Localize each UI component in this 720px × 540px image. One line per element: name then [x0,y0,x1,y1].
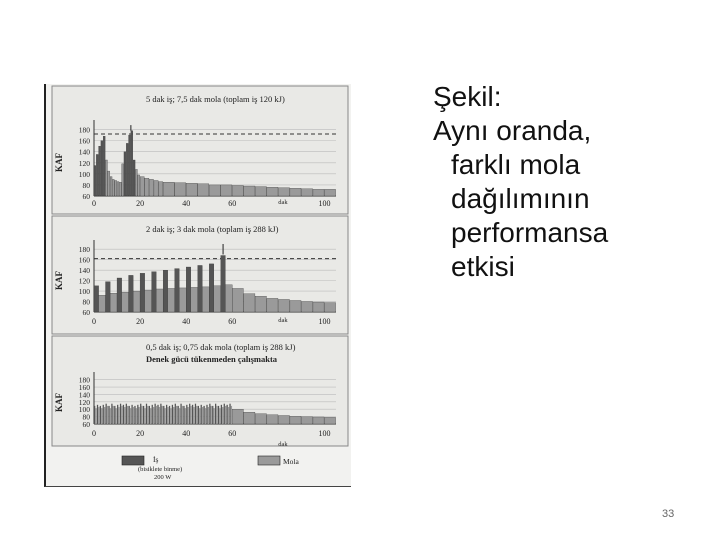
x-tick-label: 60 [228,317,237,326]
hr-bar-rest [179,288,186,312]
hr-bar-rest [211,406,212,424]
x-axis-unit: dak [278,199,288,206]
hr-bar-rest [216,406,217,424]
hr-bar-recovery [301,302,312,312]
hr-bar-work [224,404,225,424]
legend-rest-label: Mola [283,457,299,466]
hr-bar-recovery [232,409,243,424]
hr-bar-work [97,405,98,424]
hr-bar-work [198,265,203,312]
hr-bar-work [163,406,164,424]
x-tick-label: 60 [228,199,237,208]
hr-bar-rest [162,406,163,424]
hr-bar-recovery [278,299,289,312]
x-tick-label: 100 [318,317,331,326]
figure-svg [46,84,351,486]
chart-title-1: 5 dak iş; 7,5 dak mola (toplam iş 120 kJ) [146,94,285,104]
hr-bar-work [206,405,207,424]
hr-bar-work [218,406,219,424]
y-tick-label: 120 [78,158,90,168]
caption-line-5: performansa [451,217,609,248]
y-tick-label: 60 [82,308,90,317]
hr-bar-rest [202,287,209,312]
hr-bar-rest [164,408,165,424]
hr-bar [140,177,144,196]
hr-bar [110,177,112,196]
hr-bar-rest [122,292,129,312]
hr-bar [198,184,209,196]
hr-bar-rest [176,406,177,424]
hr-bar-recovery [267,298,278,312]
y-tick-label: 60 [82,192,90,201]
hr-bar-rest [168,288,175,312]
hr-bar-work [117,278,122,312]
y-tick-label: 120 [78,397,90,407]
hr-bar-rest [110,408,111,424]
x-tick-label: 0 [92,317,96,326]
y-tick-label: 160 [78,255,90,265]
hr-bar-work [146,404,147,424]
hr-bar [209,185,220,196]
hr-bar-work [106,282,111,312]
caption-line-4: dağılımının [451,183,590,214]
hr-bar [313,189,324,196]
hr-bar-work [221,256,226,312]
hr-bar-rest [214,286,221,312]
hr-bar-rest [219,408,220,424]
hr-bar [106,160,108,196]
hr-bar-work [131,405,132,424]
hr-bar-recovery [244,294,255,312]
hr-bar [99,146,101,196]
hr-bar-rest [144,408,145,424]
hr-bar-work [227,405,228,424]
hr-bar-work [209,264,214,312]
hr-bar-work [152,405,153,424]
hr-bar-work [163,270,168,312]
hr-bar-work [172,405,173,424]
hr-bar-work [192,405,193,424]
hr-bar-work [195,404,196,424]
hr-bar-work [157,405,158,424]
hr-bar [324,189,335,196]
legend-rest-swatch [258,456,280,465]
hr-bar [115,180,117,196]
hr-bar [145,178,149,196]
hr-bar-rest [222,407,223,424]
y-tick-label: 100 [78,169,90,179]
hr-bar [186,183,197,196]
x-tick-label: 20 [136,199,145,208]
hr-bar-rest [191,287,198,312]
hr-bar-rest [107,406,108,424]
hr-bar-rest [95,408,96,424]
figure-image [44,84,351,487]
hr-bar-rest [133,407,134,424]
hr-bar-rest [153,407,154,424]
hr-bar-work [123,405,124,424]
hr-bar-recovery [313,417,324,424]
caption-line-3: farklı mola [451,149,581,180]
chart-subtitle-3: Denek gücü tükenmeden çalışmakta [146,354,278,364]
hr-bar-work [155,404,156,424]
chart-title-3: 0,5 dak iş; 0,75 dak mola (toplam iş 288 kJ) [146,342,296,352]
hr-bar [94,166,96,196]
hr-bar-work [160,404,161,424]
hr-bar-work [129,406,130,424]
hr-bar-recovery [255,296,266,312]
hr-bar [124,152,126,196]
caption-line-6: etkisi [451,251,515,282]
hr-bar-work [175,404,176,424]
x-tick-label: 0 [92,199,96,208]
hr-bar-work [106,404,107,424]
hr-bar [232,185,243,196]
hr-bar-work [229,404,230,424]
hr-bar [159,182,163,196]
hr-bar [255,187,266,196]
hr-bar-rest [225,406,226,424]
hr-bar [135,169,137,196]
slide-caption [433,80,693,284]
chart-panel-3 [52,336,348,446]
hr-bar-rest [136,408,137,424]
hr-bar-work [94,406,95,424]
legend-work-sub-1: (bisiklete binme) [138,466,183,473]
hr-bar-work [129,275,134,312]
y-tick-label: 120 [78,276,90,286]
y-tick-label: 140 [78,390,90,400]
hr-bar [129,135,131,196]
hr-bar [175,183,186,196]
hr-bar-work [201,405,202,424]
hr-bar-recovery [278,416,289,424]
hr-bar-rest [199,408,200,424]
y-tick-label: 140 [78,147,90,157]
hr-bar-rest [118,407,119,424]
hr-bar [244,186,255,196]
hr-bar-work [183,406,184,424]
hr-bar-rest [98,407,99,424]
hr-bar-rest [159,407,160,424]
hr-bar-work [111,404,112,424]
hr-bar-rest [193,407,194,424]
hr-bar-rest [190,406,191,424]
x-axis-unit: dak [278,317,288,324]
legend-work-label: İş [153,455,159,464]
page-number: 33 [662,508,675,520]
hr-bar [301,189,312,196]
hr-bar [126,143,128,196]
hr-bar-recovery [290,416,301,424]
hr-bar [163,182,174,196]
chart-title-2: 2 dak iş; 3 dak mola (toplam iş 288 kJ) [146,224,279,234]
x-tick-label: 40 [182,317,191,326]
hr-bar-work [212,406,213,424]
hr-bar-rest [196,406,197,424]
hr-bar [278,188,289,196]
hr-bar-rest [208,407,209,424]
hr-bar [117,182,119,196]
hr-bar [122,164,124,196]
hr-bar-rest [182,406,183,424]
hr-bar [112,179,114,196]
hr-bar-work [175,269,180,312]
x-tick-label: 20 [136,429,145,438]
hr-bar-rest [99,295,106,312]
hr-bar-rest [228,407,229,424]
hr-bar-work [221,405,222,424]
legend-work-swatch [122,456,144,465]
hr-bar-work [120,404,121,424]
hr-bar-rest [213,408,214,424]
hr-bar [133,160,135,196]
hr-bar-rest [167,407,168,424]
hr-bar-rest [179,408,180,424]
hr-bar-work [186,267,191,312]
hr-bar-work [152,272,157,312]
x-tick-label: 20 [136,317,145,326]
hr-bar-rest [113,406,114,424]
hr-bar-rest [231,406,232,424]
y-tick-label: 80 [82,412,90,422]
hr-bar-rest [202,407,203,424]
y-tick-label: 80 [82,297,90,307]
y-tick-label: 100 [78,405,90,415]
y-tick-label: 160 [78,383,90,393]
y-tick-label: 100 [78,287,90,297]
hr-bar-work [117,405,118,424]
hr-bar-rest [156,289,163,312]
hr-bar-work [143,406,144,424]
hr-bar [103,136,105,196]
x-tick-label: 0 [92,429,96,438]
hr-bar-work [100,406,101,424]
hr-bar-work [203,406,204,424]
hr-bar-work [103,405,104,424]
hr-bar-rest [170,408,171,424]
hr-bar [149,179,153,196]
hr-bar-rest [185,408,186,424]
hr-bar [290,188,301,196]
caption-line-1: Şekil: [433,81,502,112]
legend-work-sub-2: 200 W [154,474,172,481]
hr-bar-work [178,406,179,424]
hr-bar-work [149,406,150,424]
y-tick-label: 180 [78,125,90,135]
hr-bar-recovery [232,288,243,312]
hr-bar-rest [147,406,148,424]
hr-bar-recovery [301,417,312,424]
hr-bar-rest [130,408,131,424]
x-axis-unit: dak [278,441,288,448]
hr-bar-work [180,404,181,424]
hr-bar-rest [205,408,206,424]
x-tick-label: 40 [182,429,191,438]
hr-bar-recovery [244,412,255,424]
hr-bar-rest [121,406,122,424]
hr-bar-recovery [267,415,278,424]
x-tick-label: 100 [318,429,331,438]
hr-bar-work [198,406,199,424]
hr-bar [119,182,121,196]
hr-bar-rest [127,406,128,424]
y-axis-label: KAF [54,271,64,290]
hr-bar [221,185,232,196]
hr-bar-work [186,405,187,424]
x-tick-label: 60 [228,429,237,438]
hr-bar-rest [156,406,157,424]
hr-bar-work [166,405,167,424]
hr-bar-recovery [313,302,324,312]
hr-bar-rest [101,408,102,424]
hr-bar-work [126,404,127,424]
hr-bar-work [137,405,138,424]
hr-bar-work [169,406,170,424]
y-tick-label: 160 [78,136,90,146]
hr-bar-rest [104,407,105,424]
hr-bar [131,131,133,196]
hr-bar-work [215,404,216,424]
hr-bar-rest [138,407,139,424]
y-tick-label: 80 [82,180,90,190]
y-axis-label: KAF [54,153,64,172]
hr-bar-rest [110,293,117,312]
hr-bar-work [189,404,190,424]
hr-bar [154,180,158,196]
x-tick-label: 40 [182,199,191,208]
hr-bar-rest [187,407,188,424]
hr-bar-work [94,286,99,312]
hr-bar-rest [133,291,140,312]
hr-bar-rest [225,285,232,312]
hr-bar-recovery [324,417,335,424]
hr-bar-work [134,406,135,424]
hr-bar [96,154,98,196]
hr-bar-work [209,404,210,424]
hr-bar [138,175,140,196]
hr-bar-work [140,404,141,424]
y-axis-label: KAF [54,393,64,412]
hr-bar-rest [115,408,116,424]
y-tick-label: 60 [82,420,90,429]
x-tick-label: 100 [318,199,331,208]
hr-bar-rest [124,407,125,424]
hr-bar-rest [145,290,152,312]
y-tick-label: 140 [78,266,90,276]
hr-bar-work [108,406,109,424]
hr-bar-rest [173,407,174,424]
y-tick-label: 180 [78,245,90,255]
hr-bar [108,171,110,196]
caption-line-2: Aynı oranda, [433,115,592,146]
hr-bar [101,141,103,196]
hr-bar-recovery [324,303,335,312]
hr-bar-work [114,406,115,424]
hr-bar [267,187,278,196]
hr-bar-work [140,273,145,312]
y-tick-label: 180 [78,375,90,385]
hr-bar-rest [150,408,151,424]
hr-bar-recovery [290,300,301,312]
hr-bar-recovery [255,414,266,424]
hr-bar-rest [141,406,142,424]
